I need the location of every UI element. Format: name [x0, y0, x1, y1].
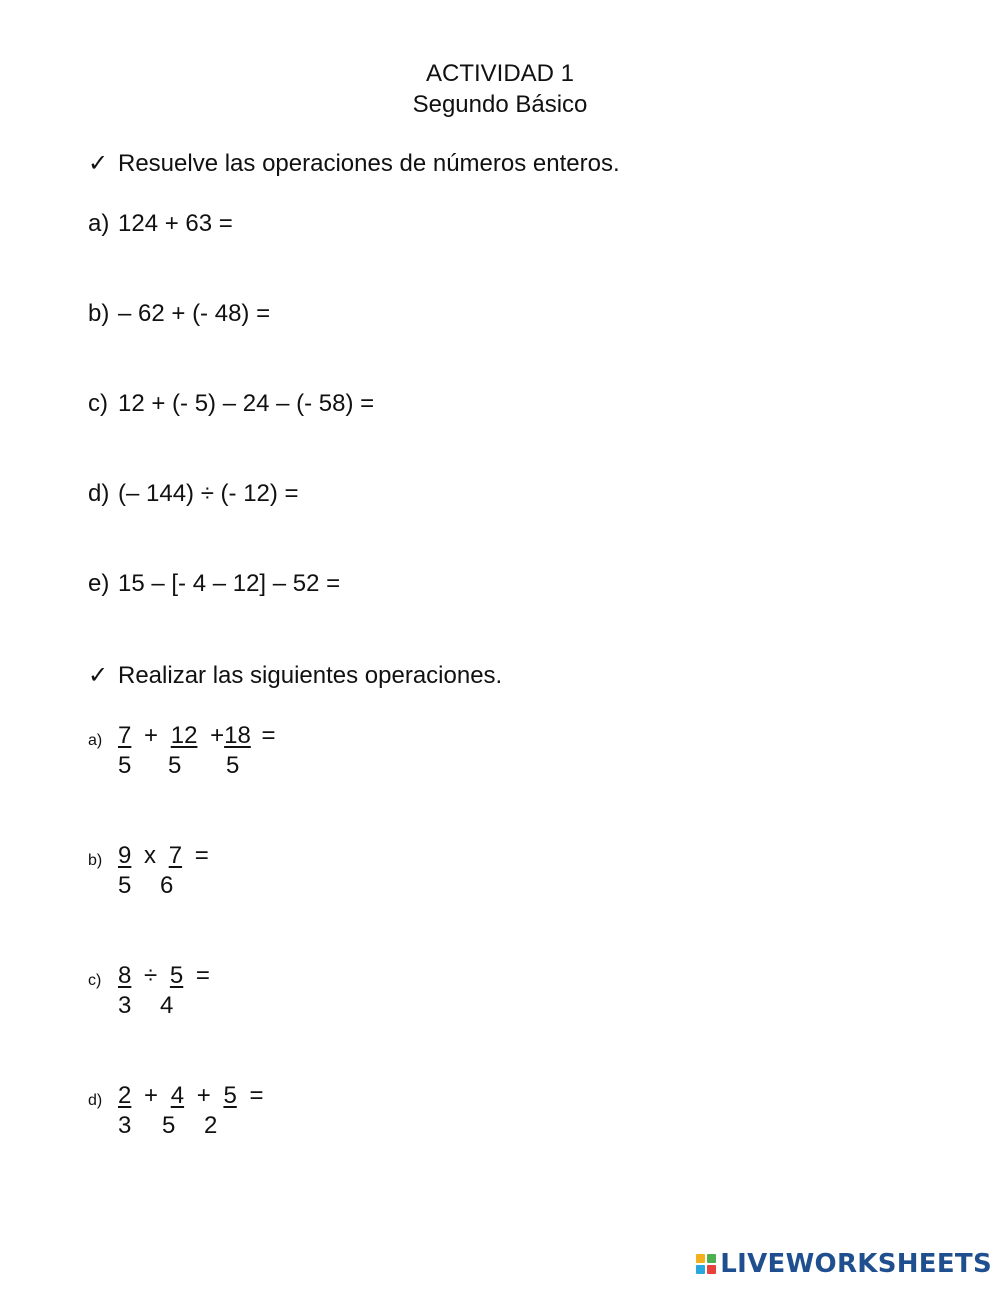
logo-block — [707, 1265, 716, 1274]
brand-name: LIVEWORKSHEETS — [720, 1249, 992, 1279]
denominator: 2 — [204, 1112, 218, 1139]
denominator: 5 — [168, 752, 182, 779]
fraction-exercise-c — [88, 961, 388, 1021]
denominator: 6 — [160, 872, 174, 899]
integer-exercise-e — [88, 569, 340, 599]
exercise-label: c) — [88, 972, 102, 989]
equals-sign: = — [249, 1082, 264, 1109]
integer-exercise-c — [88, 389, 374, 419]
numerator-row — [118, 841, 209, 871]
operator: ÷ — [144, 962, 158, 989]
integer-exercise-b — [88, 299, 270, 329]
worksheet-title: ACTIVIDAD 1 — [425, 60, 575, 87]
numerator-row — [118, 721, 276, 751]
worksheet-subtitle: Segundo Básico — [412, 91, 588, 118]
operator: + — [196, 1082, 211, 1109]
logo-blocks-icon — [696, 1254, 716, 1274]
exercise-label: d) — [88, 480, 110, 507]
liveworksheets-logo — [696, 1249, 992, 1279]
integer-exercise-a — [88, 209, 233, 239]
numerator-row — [118, 1081, 263, 1111]
numerator: 5 — [169, 962, 184, 989]
exercise-expression: – 62 + (- 48) = — [118, 300, 271, 327]
denominator: 5 — [162, 1112, 176, 1139]
exercise-expression: 15 – [- 4 – 12] – 52 = — [118, 570, 341, 597]
exercise-label: a) — [88, 732, 103, 749]
numerator: 8 — [118, 962, 132, 989]
fraction-exercise-d — [88, 1081, 388, 1141]
exercise-label: e) — [88, 570, 110, 597]
equals-sign: = — [194, 842, 209, 869]
header — [0, 58, 1000, 120]
denominator: 3 — [118, 1112, 132, 1139]
fraction-exercise-a — [88, 721, 388, 781]
numerator: 9 — [118, 842, 132, 869]
numerator: 7 — [118, 722, 132, 749]
operator: + — [144, 1082, 159, 1109]
section1-instruction-text: Resuelve las operaciones de números enteros. — [118, 150, 620, 177]
exercise-label: d) — [88, 1092, 103, 1109]
exercise-label: a) — [88, 210, 110, 237]
operator: + — [210, 722, 225, 749]
logo-block — [696, 1254, 705, 1263]
section2-instruction-text: Realizar las siguientes operaciones. — [118, 662, 503, 689]
exercise-label: c) — [88, 390, 108, 417]
checkmark-icon: ✓ — [88, 150, 109, 177]
exercise-expression: (– 144) ÷ (- 12) = — [118, 480, 299, 507]
operator: + — [144, 722, 159, 749]
logo-block — [696, 1265, 705, 1274]
exercise-expression: 124 + 63 = — [118, 210, 233, 237]
denominator: 5 — [118, 752, 132, 779]
checkmark-icon: ✓ — [88, 662, 109, 689]
equals-sign: = — [195, 962, 210, 989]
section1-instruction — [88, 149, 620, 179]
numerator: 5 — [223, 1082, 237, 1109]
fraction-exercise-b — [88, 841, 388, 901]
numerator: 4 — [170, 1082, 185, 1109]
denominator: 3 — [118, 992, 132, 1019]
logo-block — [707, 1254, 716, 1263]
exercise-expression: 12 + (- 5) – 24 – (- 58) = — [118, 390, 375, 417]
section2-instruction — [88, 661, 502, 691]
numerator: 7 — [168, 842, 183, 869]
numerator-row — [118, 961, 210, 991]
equals-sign: = — [261, 722, 276, 749]
numerator: 12 — [170, 722, 198, 749]
operator: x — [144, 842, 157, 869]
integer-exercise-d — [88, 479, 299, 509]
exercise-label: b) — [88, 300, 110, 327]
denominator: 5 — [226, 752, 240, 779]
denominator: 4 — [160, 992, 174, 1019]
numerator: 18 — [224, 722, 251, 749]
denominator: 5 — [118, 872, 132, 899]
exercise-label: b) — [88, 852, 103, 869]
numerator: 2 — [118, 1082, 132, 1109]
